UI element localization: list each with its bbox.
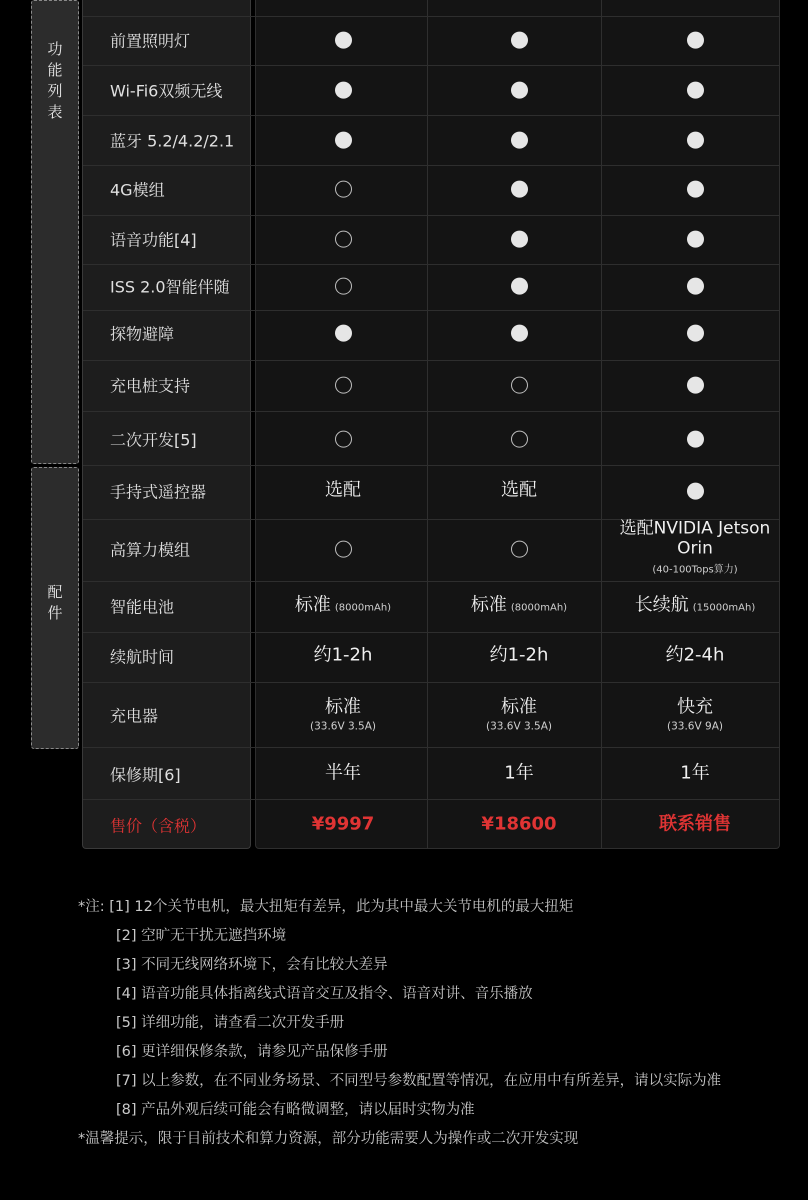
spec-cell (434, 815, 604, 836)
note-item: [4] 语音功能具体指离线式语音交互及指令、语音对讲、音乐播放 (116, 986, 533, 1002)
spec-cell (610, 481, 780, 502)
supported-dot-icon (687, 31, 704, 48)
spec-cell (610, 323, 780, 344)
spec-cell (258, 815, 428, 836)
row-divider (83, 411, 780, 412)
supported-dot-icon (687, 277, 704, 294)
row-label-column (82, 0, 251, 849)
supported-dot-icon (687, 131, 704, 148)
spec-cell (258, 646, 428, 667)
unsupported-circle-icon (511, 540, 528, 557)
spec-cell (258, 429, 428, 450)
cell-value: 选配NVIDIA Jetson Orin (619, 518, 771, 559)
row-divider (83, 165, 780, 166)
group-features (31, 0, 79, 464)
spec-cell (610, 646, 780, 667)
spec-cell (434, 30, 604, 51)
spec-cell (610, 596, 780, 617)
row-label: 高算力模组 (110, 540, 191, 560)
spec-cell (434, 130, 604, 151)
spec-cell (258, 539, 428, 560)
spec-cell (434, 375, 604, 396)
cell-value: 标准 (470, 594, 507, 616)
unsupported-circle-icon (335, 277, 352, 294)
supported-dot-icon (511, 324, 528, 341)
note-item: [7] 以上参数，在不同业务场景、不同型号参数配置等情况，在应用中有所差异，请以实际为准 (116, 1073, 722, 1089)
row-label: 语音功能[4] (110, 230, 197, 250)
row-label: 手持式遥控器 (110, 482, 207, 502)
row-divider (83, 632, 780, 633)
cell-note: (40-100Tops算力) (652, 564, 738, 576)
cell-note: (8000mAh) (510, 602, 568, 614)
cell-value: 联系销售 (659, 813, 731, 835)
spec-cell (258, 481, 428, 502)
row-label: 售价（含税） (110, 816, 207, 836)
spec-cell (434, 646, 604, 667)
row-label: 充电器 (110, 706, 159, 726)
spec-cell (610, 815, 780, 836)
spec-cell (258, 375, 428, 396)
supported-dot-icon (511, 31, 528, 48)
row-divider (83, 465, 780, 466)
spec-cell (610, 80, 780, 101)
spec-cell (258, 130, 428, 151)
supported-dot-icon (511, 277, 528, 294)
footnotes (78, 893, 798, 1154)
spec-cell (606, 520, 784, 579)
spec-cell (258, 30, 428, 51)
group-features-label: 功能列表 (45, 41, 64, 125)
row-divider (83, 747, 780, 748)
supported-dot-icon (335, 324, 352, 341)
supported-dot-icon (687, 482, 704, 499)
cell-note: (33.6V 3.5A) (486, 720, 552, 733)
cell-note: (15000mAh) (692, 602, 756, 614)
cell-value: 标准 (294, 594, 331, 616)
row-label: 蓝牙 5.2/4.2/2.1 (110, 131, 235, 151)
row-label: 前置照明灯 (110, 31, 191, 51)
spec-cell (610, 130, 780, 151)
spec-cell (434, 80, 604, 101)
supported-dot-icon (687, 180, 704, 197)
cell-value: 约1-2h (489, 644, 549, 666)
row-label: 充电桩支持 (110, 376, 191, 396)
spec-cell (434, 429, 604, 450)
spec-cell (610, 698, 780, 733)
cell-value: 半年 (325, 762, 361, 784)
row-label: 4G模组 (110, 180, 165, 200)
row-divider (83, 264, 780, 265)
supported-dot-icon (335, 81, 352, 98)
note-item: [6] 更详细保修条款，请参见产品保修手册 (116, 1044, 388, 1060)
note-item: [3] 不同无线网络环境下，会有比较大差异 (116, 957, 388, 973)
group-accessories-label: 配件 (45, 584, 64, 626)
notes-intro: *注: (78, 899, 105, 915)
unsupported-circle-icon (335, 230, 352, 247)
row-divider (83, 310, 780, 311)
supported-dot-icon (687, 230, 704, 247)
cell-value: 约1-2h (313, 644, 373, 666)
row-divider (83, 16, 780, 17)
spec-cell (258, 764, 428, 785)
spec-cell (434, 698, 604, 733)
supported-dot-icon (511, 81, 528, 98)
row-label: 二次开发[5] (110, 430, 197, 450)
cell-value: 1年 (680, 762, 710, 784)
cell-value: ¥18600 (481, 813, 557, 835)
row-label: 智能电池 (110, 597, 175, 617)
spec-cell (258, 229, 428, 250)
row-label: 保修期[6] (110, 765, 181, 785)
row-divider (83, 799, 780, 800)
spec-cell (610, 30, 780, 51)
cell-value: 约2-4h (665, 644, 725, 666)
cell-value: 选配 (325, 479, 361, 501)
cell-value: 1年 (504, 762, 534, 784)
spec-cell (258, 698, 428, 733)
cell-value: 选配 (501, 479, 537, 501)
supported-dot-icon (687, 430, 704, 447)
cell-value: 标准 (325, 696, 361, 718)
cell-note: (33.6V 3.5A) (310, 720, 376, 733)
spec-cell (434, 229, 604, 250)
row-divider (83, 581, 780, 582)
tip-line: *温馨提示，限于目前技术和算力资源，部分功能需要人为操作或二次开发实现 (78, 1131, 579, 1147)
spec-cell (434, 596, 604, 617)
supported-dot-icon (687, 324, 704, 341)
spec-cell (610, 276, 780, 297)
supported-dot-icon (687, 81, 704, 98)
spec-cell (258, 179, 428, 200)
row-divider (83, 65, 780, 66)
cell-value: ¥9997 (311, 813, 375, 835)
row-divider (83, 215, 780, 216)
row-divider (83, 360, 780, 361)
supported-dot-icon (511, 131, 528, 148)
note-item: [5] 详细功能，请查看二次开发手册 (116, 1015, 345, 1031)
supported-dot-icon (335, 131, 352, 148)
cell-value: 长续航 (634, 594, 689, 616)
unsupported-circle-icon (335, 376, 352, 393)
spec-cell (434, 481, 604, 502)
spec-cell (434, 276, 604, 297)
row-divider (83, 682, 780, 683)
note-item: [1] 12个关节电机，最大扭矩有差异，此为其中最大关节电机的最大扭矩 (109, 899, 574, 915)
supported-dot-icon (335, 31, 352, 48)
row-label: 探物避障 (110, 324, 175, 344)
supported-dot-icon (687, 376, 704, 393)
note-line (78, 893, 798, 922)
cell-value: 快充 (677, 696, 713, 718)
spec-cell (434, 179, 604, 200)
spec-cell (258, 596, 428, 617)
note-item: [8] 产品外观后续可能会有略微调整，请以届时实物为准 (116, 1102, 475, 1118)
unsupported-circle-icon (511, 376, 528, 393)
note-item: [2] 空旷无干扰无遮挡环境 (116, 928, 287, 944)
cell-note: (8000mAh) (334, 602, 392, 614)
spec-cell (258, 276, 428, 297)
spec-cell (434, 323, 604, 344)
spec-cell (434, 764, 604, 785)
unsupported-circle-icon (335, 180, 352, 197)
cell-note: (33.6V 9A) (667, 720, 723, 733)
unsupported-circle-icon (335, 540, 352, 557)
row-label: 续航时间 (110, 647, 175, 667)
spec-cell (610, 764, 780, 785)
spec-cell (258, 323, 428, 344)
row-label: Wi-Fi6双频无线 (110, 81, 223, 101)
spec-cell (610, 229, 780, 250)
spec-cell (610, 375, 780, 396)
supported-dot-icon (511, 180, 528, 197)
unsupported-circle-icon (511, 430, 528, 447)
spec-cell (258, 80, 428, 101)
spec-cell (610, 429, 780, 450)
group-accessories (31, 467, 79, 749)
cell-value: 标准 (501, 696, 537, 718)
row-label: ISS 2.0智能伴随 (110, 277, 230, 297)
unsupported-circle-icon (335, 430, 352, 447)
spec-cell (434, 539, 604, 560)
row-divider (83, 115, 780, 116)
supported-dot-icon (511, 230, 528, 247)
spec-cell (610, 179, 780, 200)
